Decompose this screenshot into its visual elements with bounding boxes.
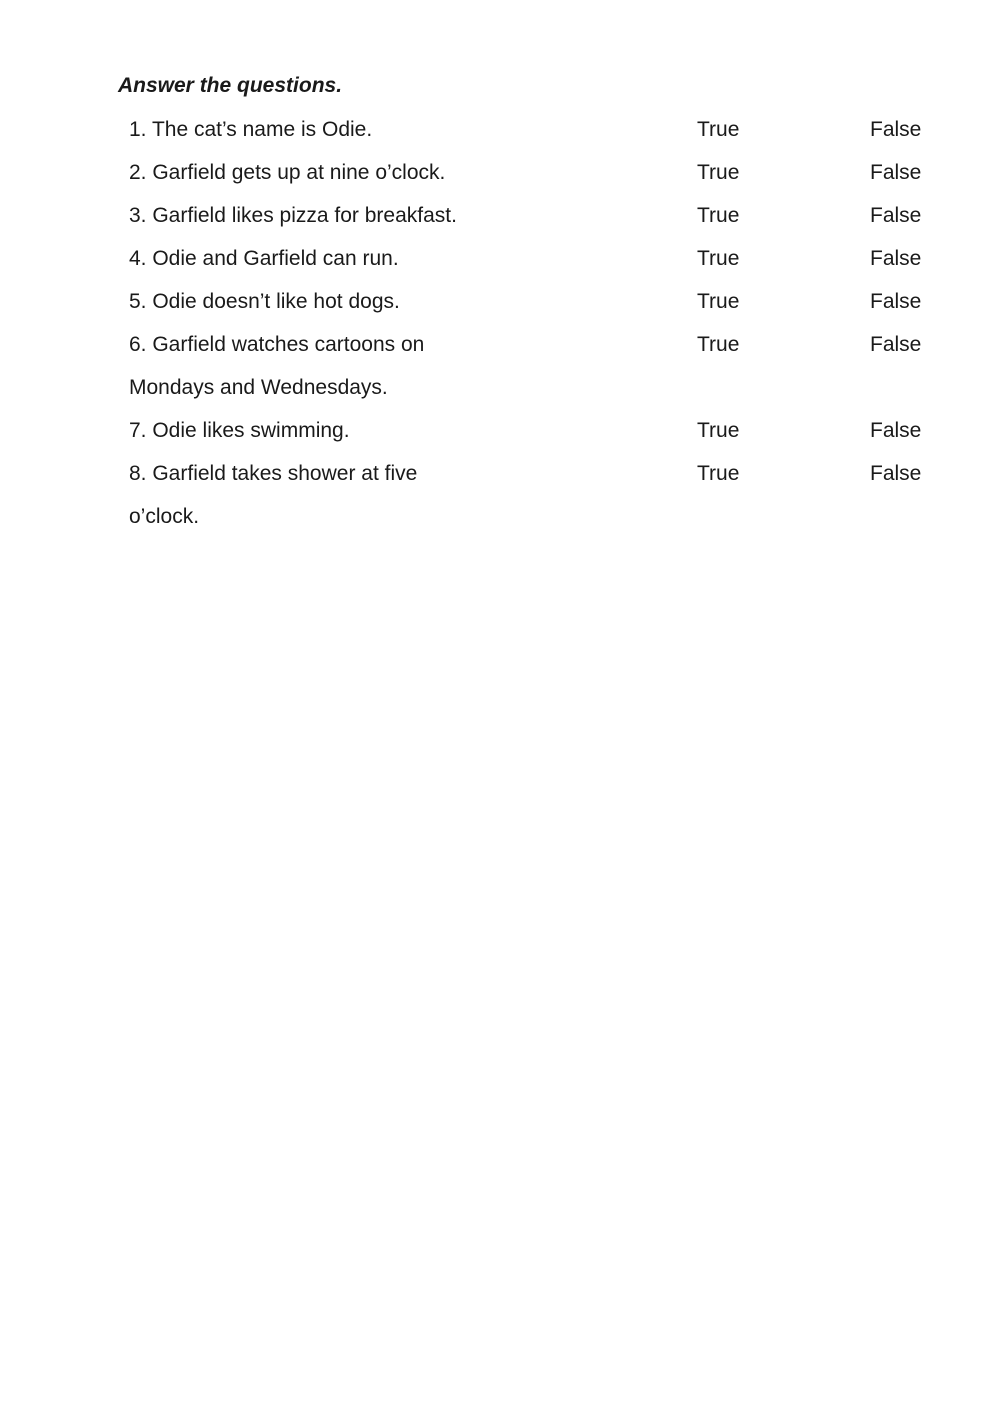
question-text-continuation: o’clock. (129, 505, 200, 528)
false-option[interactable]: False (870, 462, 922, 485)
true-option[interactable]: True (697, 118, 740, 141)
true-option[interactable]: True (697, 290, 740, 313)
question-text: 6. Garfield watches cartoons on (129, 333, 425, 356)
question-text: 4. Odie and Garfield can run. (129, 247, 399, 270)
question-row (129, 202, 929, 245)
question-row (129, 460, 929, 503)
question-text: 1. The cat’s name is Odie. (129, 118, 373, 141)
false-option[interactable]: False (870, 333, 922, 356)
question-text-continuation: Mondays and Wednesdays. (129, 376, 388, 399)
true-option[interactable]: True (697, 462, 740, 485)
question-row (129, 417, 929, 460)
question-row (129, 331, 929, 374)
true-option[interactable]: True (697, 419, 740, 442)
question-text: 2. Garfield gets up at nine o’clock. (129, 161, 446, 184)
false-option[interactable]: False (870, 419, 922, 442)
question-row (129, 116, 929, 159)
question-text: 8. Garfield takes shower at five (129, 462, 418, 485)
false-option[interactable]: False (870, 161, 922, 184)
instruction-heading: Answer the questions. (118, 74, 343, 97)
true-option[interactable]: True (697, 247, 740, 270)
question-row (129, 288, 929, 331)
false-option[interactable]: False (870, 290, 922, 313)
false-option[interactable]: False (870, 118, 922, 141)
question-text: 7. Odie likes swimming. (129, 419, 350, 442)
question-row (129, 245, 929, 288)
question-text: 5. Odie doesn’t like hot dogs. (129, 290, 400, 313)
true-option[interactable]: True (697, 204, 740, 227)
true-option[interactable]: True (697, 333, 740, 356)
question-text: 3. Garfield likes pizza for breakfast. (129, 204, 457, 227)
question-row (129, 159, 929, 202)
true-option[interactable]: True (697, 161, 740, 184)
false-option[interactable]: False (870, 247, 922, 270)
false-option[interactable]: False (870, 204, 922, 227)
question-list (129, 116, 929, 546)
